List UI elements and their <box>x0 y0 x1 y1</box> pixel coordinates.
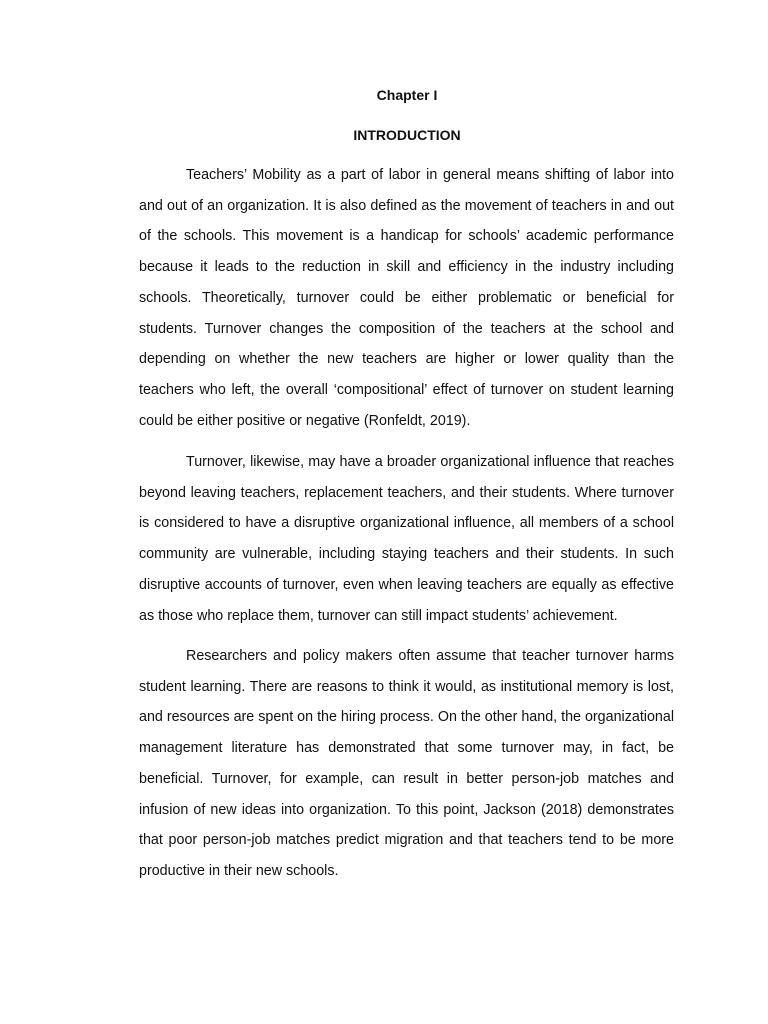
section-title: INTRODUCTION <box>353 127 461 143</box>
body-paragraph: Turnover, likewise, may have a broader organizational influence that reaches beyond leaving teachers, replacement teachers, and their students. Where turnover is considered to have a disruptive organizational influence, all members of a school community are vulnerable, including staying teachers and their students. In such disruptive accounts of turnover, even when leaving teachers are equally as effective as those who replace them, turnover can still impact students’ achievement. <box>139 454 674 624</box>
body-paragraph: Teachers’ Mobility as a part of labor in general means shifting of labor into and out of an organization. It is also defined as the movement of teachers in and out of the schools. This movement is a handicap for schools’ academic performance because it leads to the reduction in skill and efficiency in the industry including schools. Theoretically, turnover could be either problematic or beneficial for students. Turnover changes the composition of the teachers at the school and depending on whether the new teachers are higher or lower quality than the teachers who left, the overall ‘compositional’ effect of turnover on student learning could be either positive or negative (Ronfeldt, 2019). <box>139 167 674 429</box>
body-paragraph: Researchers and policy makers often assume that teacher turnover harms student learning. There are reasons to think it would, as institutional memory is lost, and resources are spent on the hiring process. On the other hand, the organizational management literature has demonstrated that some turnover may, in fact, be beneficial. Turnover, for example, can result in better person-job matches and infusion of new ideas into organization. To this point, Jackson (2018) demonstrates that poor person-job matches predict migration and that teachers tend to be more productive in their new schools. <box>139 648 674 879</box>
chapter-label: Chapter I <box>376 87 438 103</box>
